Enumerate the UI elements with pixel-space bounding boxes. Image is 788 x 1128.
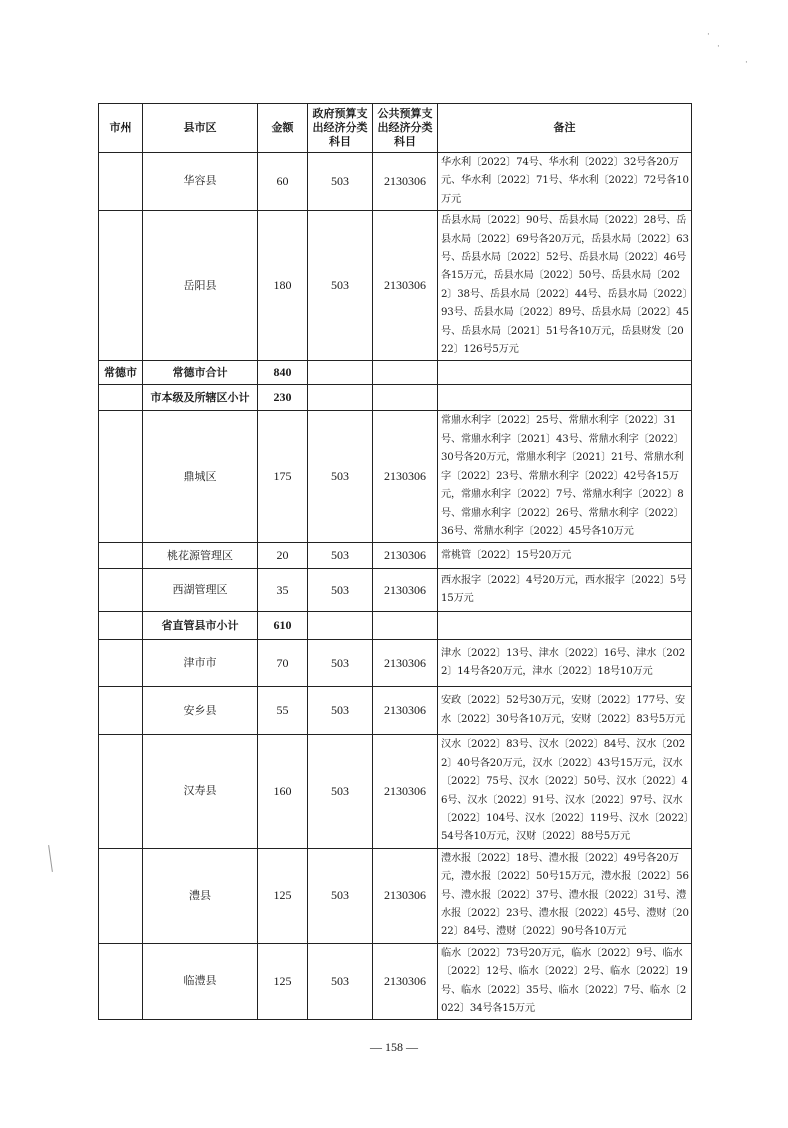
cell-gov-econ: 503 <box>308 543 373 569</box>
cell-pub-econ: 2130306 <box>373 411 438 543</box>
cell-gov-econ: 503 <box>308 943 373 1020</box>
cell-gov-econ: 503 <box>308 848 373 943</box>
cell-county: 华容县 <box>143 153 258 211</box>
table-row <box>99 848 692 943</box>
cell-pub-econ: 2130306 <box>373 543 438 569</box>
cell-pub-econ: 2130306 <box>373 735 438 848</box>
cell-amount: 60 <box>258 153 308 211</box>
table-row <box>99 411 692 543</box>
cell-note: 澧水报〔2022〕18号、澧水报〔2022〕49号各20万元，澧水报〔2022〕50号15万元，澧水报〔2022〕56号、澧水报〔2022〕37号、澧水报〔2022〕31号、澧水报〔2022〕23号、澧水报〔2022〕45号、澧财〔2022〕84号、澧财〔2022〕90号各10万元 <box>438 848 692 943</box>
cell-amount: 70 <box>258 640 308 687</box>
cell-note <box>438 361 692 385</box>
scan-mark <box>48 845 53 872</box>
cell-pub-econ <box>373 361 438 385</box>
table-row <box>99 211 692 361</box>
cell-city <box>99 943 143 1020</box>
scan-speck: · <box>717 42 720 52</box>
cell-note: 西水报字〔2022〕4号20万元，西水报字〔2022〕5号15万元 <box>438 569 692 612</box>
cell-city: 常德市 <box>99 361 143 385</box>
cell-city <box>99 687 143 735</box>
cell-county: 西湖管理区 <box>143 569 258 612</box>
cell-city <box>99 211 143 361</box>
header-city: 市州 <box>99 104 143 153</box>
cell-pub-econ: 2130306 <box>373 848 438 943</box>
cell-county: 临澧县 <box>143 943 258 1020</box>
table-row <box>99 543 692 569</box>
cell-amount: 125 <box>258 848 308 943</box>
cell-amount: 55 <box>258 687 308 735</box>
table-row <box>99 640 692 687</box>
cell-note: 汉水〔2022〕83号、汉水〔2022〕84号、汉水〔2022〕40号各20万元，汉水〔2022〕43号15万元，汉水〔2022〕75号、汉水〔2022〕50号、汉水〔2022〕46号、汉水〔2022〕91号、汉水〔2022〕97号、汉水〔2022〕104号、汉水〔2022〕119号、汉水〔2022〕54号各10万元，汉财〔2022〕88号5万元 <box>438 735 692 848</box>
table-row <box>99 735 692 848</box>
header-gov-econ: 政府预算支出经济分类科目 <box>308 104 373 153</box>
cell-city <box>99 153 143 211</box>
cell-gov-econ: 503 <box>308 211 373 361</box>
cell-amount: 20 <box>258 543 308 569</box>
cell-note: 常鼎水利字〔2022〕25号、常鼎水利字〔2022〕31号、常鼎水利字〔2021〕43号、常鼎水利字〔2022〕30号各20万元，常鼎水利字〔2021〕21号、常鼎水利字〔2022〕23号、常鼎水利字〔2022〕42号各15万元，常鼎水利字〔2022〕7号、常鼎水利字〔2022〕8号、常鼎水利字〔2022〕26号、常鼎水利字〔2022〕36号、常鼎水利字〔2022〕45号各10万元 <box>438 411 692 543</box>
cell-pub-econ: 2130306 <box>373 569 438 612</box>
cell-county: 津市市 <box>143 640 258 687</box>
cell-city <box>99 612 143 640</box>
cell-amount: 610 <box>258 612 308 640</box>
cell-note <box>438 385 692 411</box>
cell-note: 华水利〔2022〕74号、华水利〔2022〕32号各20万元、华水利〔2022〕71号、华水利〔2022〕72号各10万元 <box>438 153 692 211</box>
page-number: — 158 — <box>370 1040 418 1054</box>
cell-gov-econ: 503 <box>308 569 373 612</box>
cell-gov-econ: 503 <box>308 735 373 848</box>
cell-pub-econ: 2130306 <box>373 640 438 687</box>
cell-city <box>99 735 143 848</box>
header-amount: 金额 <box>258 104 308 153</box>
cell-gov-econ <box>308 612 373 640</box>
table-row <box>99 569 692 612</box>
cell-gov-econ <box>308 361 373 385</box>
cell-city <box>99 385 143 411</box>
cell-gov-econ <box>308 385 373 411</box>
cell-gov-econ: 503 <box>308 411 373 543</box>
cell-city <box>99 543 143 569</box>
cell-note: 津水〔2022〕13号、津水〔2022〕16号、津水〔2022〕14号各20万元，津水〔2022〕18号10万元 <box>438 640 692 687</box>
cell-gov-econ: 503 <box>308 640 373 687</box>
cell-note <box>438 612 692 640</box>
cell-amount: 125 <box>258 943 308 1020</box>
cell-amount: 230 <box>258 385 308 411</box>
cell-county: 汉寿县 <box>143 735 258 848</box>
cell-note: 岳县水局〔2022〕90号、岳县水局〔2022〕28号、岳县水局〔2022〕69号各20万元，岳县水局〔2022〕63号、岳县水局〔2022〕52号、岳县水局〔2022〕46号各15万元，岳县水局〔2022〕50号、岳县水局〔2022〕38号、岳县水局〔2022〕44号、岳县水局〔2022〕93号、岳县水局〔2022〕89号、岳县水局〔2022〕45号、岳县水局〔2021〕51号各10万元，岳县财发〔2022〕126号5万元 <box>438 211 692 361</box>
cell-gov-econ: 503 <box>308 687 373 735</box>
table-row <box>99 153 692 211</box>
table-row <box>99 385 692 411</box>
header-county: 县市区 <box>143 104 258 153</box>
cell-county: 市本级及所辖区小计 <box>143 385 258 411</box>
cell-county: 省直管县市小计 <box>143 612 258 640</box>
cell-pub-econ <box>373 612 438 640</box>
cell-county: 常德市合计 <box>143 361 258 385</box>
cell-county: 鼎城区 <box>143 411 258 543</box>
cell-gov-econ: 503 <box>308 153 373 211</box>
header-pub-econ: 公共预算支出经济分类科目 <box>373 104 438 153</box>
scan-speck: · <box>707 30 710 40</box>
table-row <box>99 612 692 640</box>
cell-county: 桃花源管理区 <box>143 543 258 569</box>
cell-pub-econ: 2130306 <box>373 687 438 735</box>
cell-city <box>99 848 143 943</box>
cell-city <box>99 411 143 543</box>
header-note: 备注 <box>438 104 692 153</box>
scan-speck: · <box>745 58 748 68</box>
cell-note: 常桃管〔2022〕15号20万元 <box>438 543 692 569</box>
table-row <box>99 943 692 1020</box>
cell-county: 澧县 <box>143 848 258 943</box>
header-row <box>99 104 692 153</box>
cell-amount: 35 <box>258 569 308 612</box>
table-row <box>99 361 692 385</box>
cell-county: 安乡县 <box>143 687 258 735</box>
cell-note: 安政〔2022〕52号30万元，安财〔2022〕177号、安水〔2022〕30号各10万元，安财〔2022〕83号5万元 <box>438 687 692 735</box>
cell-amount: 840 <box>258 361 308 385</box>
cell-note: 临水〔2022〕73号20万元，临水〔2022〕9号、临水〔2022〕12号、临水〔2022〕2号、临水〔2022〕19号、临水〔2022〕35号、临水〔2022〕7号、临水〔2022〕34号各15万元 <box>438 943 692 1020</box>
cell-pub-econ <box>373 385 438 411</box>
cell-pub-econ: 2130306 <box>373 153 438 211</box>
cell-city <box>99 640 143 687</box>
cell-amount: 180 <box>258 211 308 361</box>
cell-pub-econ: 2130306 <box>373 943 438 1020</box>
cell-city <box>99 569 143 612</box>
cell-amount: 160 <box>258 735 308 848</box>
funding-table <box>98 103 692 1020</box>
cell-pub-econ: 2130306 <box>373 211 438 361</box>
table-row <box>99 687 692 735</box>
cell-county: 岳阳县 <box>143 211 258 361</box>
cell-amount: 175 <box>258 411 308 543</box>
